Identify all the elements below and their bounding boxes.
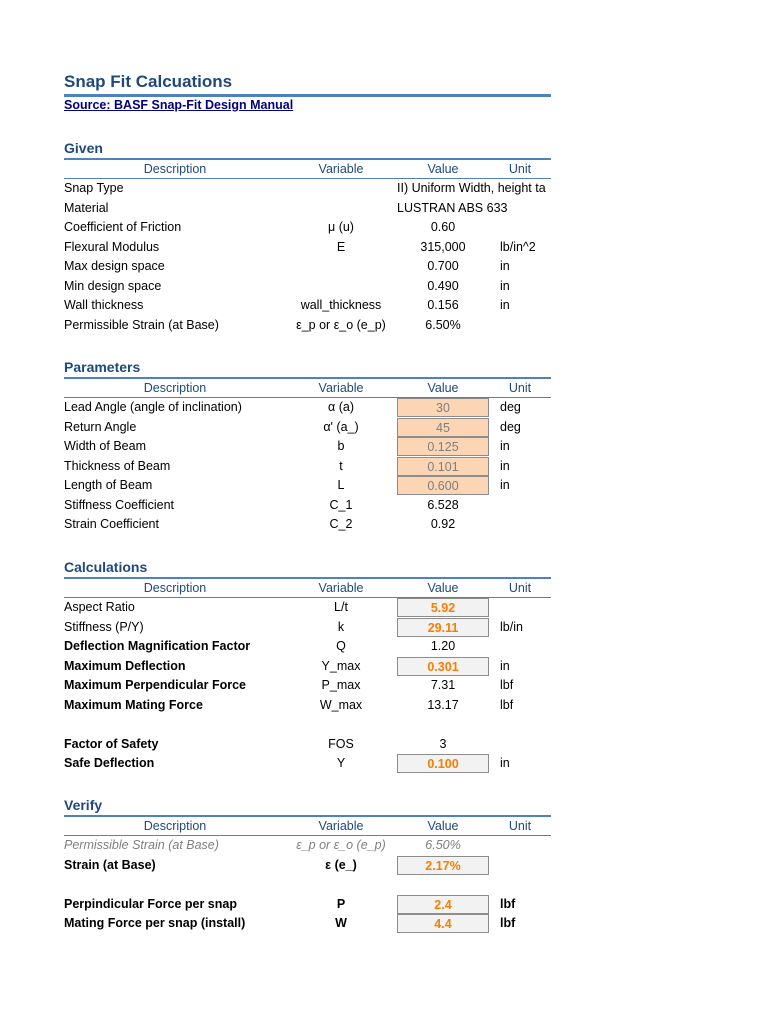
table-row[interactable] (64, 676, 551, 696)
calculations-section (64, 557, 551, 774)
cell-variable: P_max (321, 678, 361, 692)
cell-description: Width of Beam (64, 439, 146, 453)
cell-variable: μ (u) (328, 220, 354, 234)
table-row[interactable] (64, 515, 551, 535)
cell-variable: E (336, 239, 346, 254)
table-row[interactable] (64, 218, 551, 238)
cell-value[interactable]: 3 (439, 736, 447, 751)
cell-unit: in (500, 298, 510, 312)
table-row[interactable] (64, 296, 551, 316)
cell-variable: Y_max (321, 658, 361, 673)
cell-description: Stiffness Coefficient (64, 497, 175, 512)
cell-variable: b (337, 439, 345, 453)
cell-unit: deg (500, 400, 521, 414)
cell-description: Mating Force per snap (install) (64, 916, 246, 930)
cell-value[interactable]: 7.31 (430, 678, 456, 692)
calc-cell-safe-deflection[interactable]: 0.100 (397, 754, 489, 773)
header-unit: Unit (508, 581, 532, 595)
table-row[interactable] (64, 754, 551, 774)
cell-description: Perpindicular Force per snap (64, 896, 237, 911)
source-link[interactable]: Source: BASF Snap-Fit Design Manual (64, 98, 294, 112)
cell-description: Factor of Safety (64, 736, 159, 751)
table-row[interactable] (64, 418, 551, 438)
cell-variable: W_max (319, 697, 363, 712)
table-row[interactable] (64, 496, 551, 516)
cell-variable: α' (a_) (323, 419, 359, 434)
cell-description: Permissible Strain (at Base) (64, 838, 219, 852)
header-variable: Variable (318, 819, 364, 833)
cell-description: Snap Type (64, 181, 124, 195)
cell-description: Return Angle (64, 419, 137, 434)
cell-description: Min design space (64, 278, 162, 293)
calc-cell-strain[interactable]: 2.17% (397, 856, 489, 875)
header-unit: Unit (508, 162, 532, 176)
cell-value[interactable]: 6.50% (425, 838, 461, 852)
header-unit: Unit (508, 819, 532, 833)
cell-description: Lead Angle (angle of inclination) (64, 400, 242, 414)
cell-unit: lbf (500, 896, 516, 911)
verify-section (64, 795, 551, 934)
cell-variable: Y (336, 756, 346, 770)
cell-value[interactable]: 6.50% (425, 317, 461, 332)
spacer-row (64, 715, 551, 735)
cell-description: Stiffness (P/Y) (64, 619, 144, 634)
header-row (64, 579, 551, 598)
cell-value[interactable]: LUSTRAN ABS 633 (397, 200, 508, 215)
cell-value[interactable]: 6.528 (427, 497, 459, 512)
spacer-row (64, 875, 551, 895)
cell-value[interactable]: II) Uniform Width, height ta (397, 181, 546, 195)
header-row (64, 379, 551, 398)
cell-unit: lbf (500, 916, 516, 930)
cell-description: Length of Beam (64, 478, 153, 492)
table-row[interactable] (64, 856, 551, 876)
header-unit: Unit (508, 381, 532, 395)
input-cell-beam-thickness[interactable]: 0.101 (397, 457, 489, 476)
input-cell-lead-angle[interactable]: 30 (397, 398, 489, 417)
cell-value[interactable]: 0.700 (427, 259, 459, 273)
header-description: Description (143, 381, 207, 395)
table-row[interactable] (64, 238, 551, 258)
cell-description: Maximum Mating Force (64, 697, 203, 712)
cell-unit: lbf (500, 697, 514, 712)
cell-description: Wall thickness (64, 298, 144, 312)
calc-cell-max-deflection[interactable]: 0.301 (397, 657, 489, 676)
cell-variable: k (337, 619, 345, 634)
cell-unit: in (500, 658, 510, 673)
input-cell-beam-length[interactable]: 0.600 (397, 476, 489, 495)
parameters-section (64, 357, 551, 535)
calc-cell-aspect-ratio[interactable]: 5.92 (397, 598, 489, 617)
cell-description: Material (64, 200, 109, 215)
cell-description: Aspect Ratio (64, 600, 135, 614)
calc-cell-stiffness[interactable]: 29.11 (397, 618, 489, 637)
header-description: Description (143, 819, 207, 833)
cell-variable: ε_p or ε_o (e_p) (296, 838, 386, 852)
cell-value[interactable]: 1.20 (430, 639, 456, 653)
cell-variable: wall_thickness (300, 298, 382, 312)
input-cell-return-angle[interactable]: 45 (397, 418, 489, 437)
cell-unit: lb/in^2 (500, 239, 536, 254)
title-underline (64, 94, 551, 97)
cell-unit: in (500, 756, 510, 770)
cell-description: Deflection Magnification Factor (64, 639, 251, 653)
calculations-title: Calculations (64, 559, 148, 575)
cell-variable: W (335, 916, 347, 930)
table-row[interactable] (64, 316, 551, 336)
cell-variable: t (339, 458, 343, 473)
cell-value[interactable]: 0.92 (430, 517, 456, 531)
cell-value[interactable]: 0.490 (427, 278, 459, 293)
cell-unit: lbf (500, 678, 514, 692)
cell-variable: L/t (334, 600, 348, 614)
header-row (64, 160, 551, 179)
cell-description: Coefficient of Friction (64, 220, 182, 234)
cell-description: Safe Deflection (64, 756, 155, 770)
table-row[interactable] (64, 735, 551, 755)
header-variable: Variable (318, 381, 364, 395)
cell-variable: P (336, 896, 346, 911)
cell-unit: in (500, 278, 510, 293)
table-row[interactable] (64, 257, 551, 277)
table-row[interactable] (64, 437, 551, 457)
header-variable: Variable (318, 581, 364, 595)
cell-value[interactable]: 315,000 (420, 239, 466, 254)
cell-variable: FOS (328, 736, 354, 751)
cell-variable: Q (336, 639, 346, 653)
header-description: Description (143, 581, 207, 595)
header-value: Value (427, 819, 459, 833)
calc-cell-perp-force[interactable]: 2.4 (397, 895, 489, 914)
verify-title: Verify (64, 797, 103, 813)
cell-variable: ε_p or ε_o (e_p) (296, 317, 386, 332)
table-row[interactable] (64, 476, 551, 496)
parameters-title: Parameters (64, 359, 141, 375)
cell-variable: C_2 (329, 517, 353, 531)
cell-unit: in (500, 259, 510, 273)
cell-value[interactable]: 0.60 (430, 220, 456, 234)
header-variable: Variable (318, 162, 364, 176)
table-row[interactable] (64, 914, 551, 934)
cell-value[interactable]: 0.156 (427, 298, 459, 312)
cell-description: Permissible Strain (at Base) (64, 317, 219, 332)
header-row (64, 817, 551, 836)
table-row[interactable] (64, 657, 551, 677)
table-row[interactable] (64, 457, 551, 477)
header-value: Value (427, 581, 459, 595)
header-value: Value (427, 162, 459, 176)
table-row[interactable] (64, 179, 551, 199)
table-row[interactable] (64, 895, 551, 915)
header-description: Description (143, 162, 207, 176)
header-value: Value (427, 381, 459, 395)
cell-variable: α (a) (328, 400, 354, 414)
table-row[interactable] (64, 618, 551, 638)
given-section (64, 138, 551, 335)
cell-variable: ε (e_) (325, 857, 357, 872)
cell-variable: C_1 (329, 497, 353, 512)
cell-description: Maximum Perpendicular Force (64, 678, 247, 692)
cell-unit: in (500, 439, 510, 453)
cell-unit: in (500, 478, 510, 492)
table-row[interactable] (64, 199, 551, 219)
cell-description: Strain (at Base) (64, 857, 156, 872)
cell-unit: lb/in (500, 619, 523, 634)
table-row[interactable] (64, 277, 551, 297)
table-row[interactable] (64, 398, 551, 418)
input-cell-beam-width[interactable]: 0.125 (397, 437, 489, 456)
table-row[interactable] (64, 637, 551, 657)
table-row[interactable] (64, 598, 551, 618)
cell-description: Maximum Deflection (64, 658, 186, 673)
cell-unit: in (500, 458, 510, 473)
table-row[interactable] (64, 836, 551, 856)
cell-description: Flexural Modulus (64, 239, 160, 254)
table-row[interactable] (64, 696, 551, 716)
cell-description: Thickness of Beam (64, 458, 171, 473)
cell-unit: deg (500, 419, 521, 434)
cell-description: Max design space (64, 259, 165, 273)
calc-cell-mating-force[interactable]: 4.4 (397, 914, 489, 933)
given-title: Given (64, 140, 103, 156)
cell-variable: L (337, 478, 345, 492)
cell-description: Strain Coefficient (64, 517, 159, 531)
page-title: Snap Fit Calcuations (64, 72, 233, 91)
cell-value[interactable]: 13.17 (427, 697, 459, 712)
